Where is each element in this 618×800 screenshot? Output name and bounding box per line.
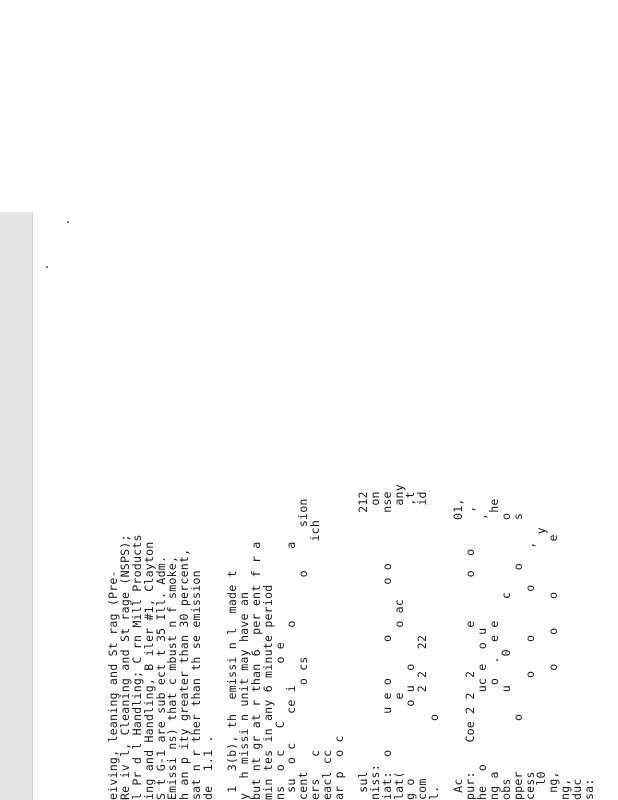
text-line: iat: o u e o o o o nse — [379, 491, 394, 800]
text-line: ers c ich — [308, 519, 323, 800]
document-paragraph — [108, 330, 215, 800]
text-line: ng, o o o e — [546, 534, 561, 800]
text-line: duc — [570, 778, 585, 800]
text-line: sa: — [581, 778, 596, 800]
text-line: l0 y — [534, 527, 549, 800]
text-line: pur: Coe 2 2 2 e o o , — [463, 505, 478, 800]
text-line: he o uc e o u , — [474, 512, 489, 800]
text-line: l Pr d l Handling; C rn Mill Products — [129, 534, 144, 800]
text-line: ns o c C o e — [272, 642, 287, 800]
document-paragraph — [355, 330, 442, 800]
text-line: Re iv l, Cleaning and St rage (NSPS); — [117, 534, 132, 800]
text-line: Ac 01, — [451, 498, 466, 800]
document-body — [108, 330, 596, 800]
text-line: but nt gr at r than 6 per ent f r a — [248, 541, 263, 800]
document-paragraph — [453, 330, 596, 800]
text-line: y h missi n unit may have an — [236, 591, 251, 800]
text-line: l. o — [427, 713, 442, 800]
text-line: de 1.1 . — [201, 735, 216, 800]
text-line: eacl cc — [320, 749, 335, 800]
text-line: cent o cs o sion — [296, 498, 311, 800]
text-line: min tes in any 6 minute period — [260, 584, 275, 800]
text-line: g o o u o ,t — [403, 491, 418, 800]
text-line: su o c ce i o a — [284, 541, 299, 800]
text-line: ing and Handling, B iler #1, Clayton — [141, 541, 156, 800]
text-line: niss: on — [367, 491, 382, 800]
text-line: ng, — [558, 778, 573, 800]
text-line: ng a o . e e he — [486, 498, 501, 800]
text-line: com 2 2 22 id — [415, 491, 430, 800]
scanned-page-edge — [0, 212, 33, 800]
text-line: cess o o o , — [522, 541, 537, 800]
text-line: pper o o s — [510, 512, 525, 800]
text-line: sul 212 — [355, 491, 370, 800]
text-line: h an p ity greater than 30 percent, — [177, 548, 192, 800]
text-line: obs u 0 c o — [498, 512, 513, 800]
text-line: sat n r ther than th se emission — [189, 570, 204, 800]
text-line: S t G-1 are sub ect t 35 Ill. Adm. — [153, 555, 168, 800]
scan-speck — [67, 221, 69, 223]
text-line: 1 3(b), th emissi n l made t — [225, 570, 240, 800]
text-line: eiving, leaning and St rag (Pre- — [106, 570, 120, 800]
scan-speck — [46, 266, 48, 268]
text-line: Emissi ns) that c mbust n f smoke, — [165, 555, 180, 800]
text-line: ar p o c — [332, 735, 347, 800]
text-line: lat( e o ac any — [391, 484, 406, 800]
document-paragraph — [227, 330, 346, 800]
